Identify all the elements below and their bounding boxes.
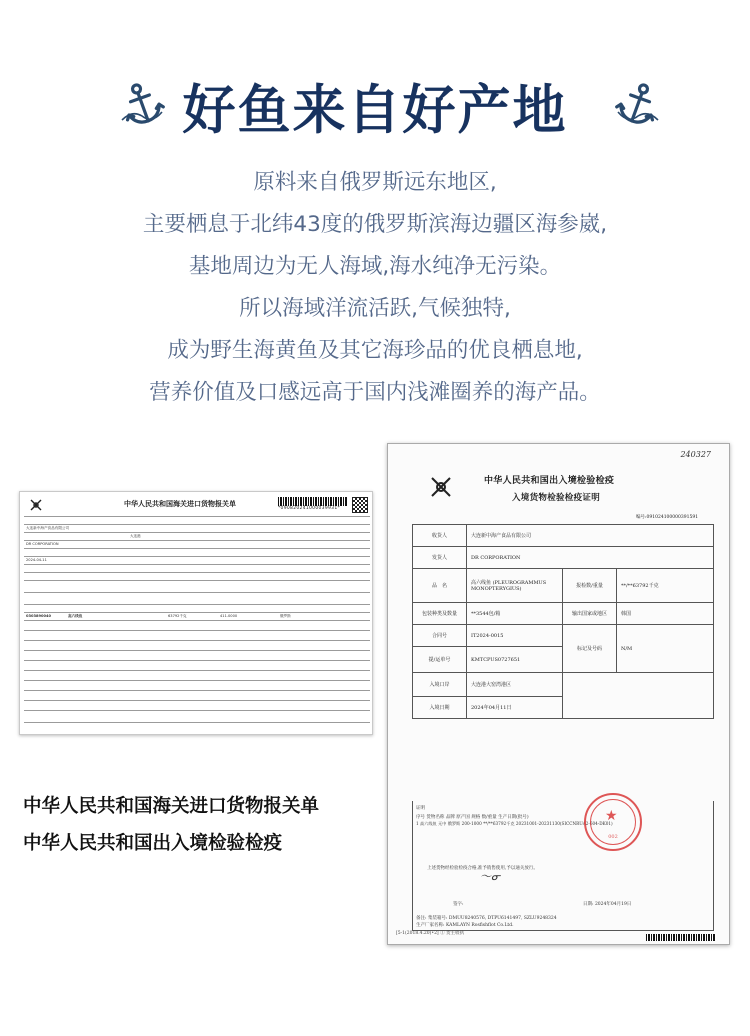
cert-label: 入境日期	[413, 697, 467, 719]
barcode	[646, 934, 716, 941]
cert-value: 高六线鱼 (PLEUROGRAMMUS MONOPTERYGIUS)	[467, 569, 563, 603]
star-icon: ★	[605, 808, 618, 824]
cert-value: **/**63792千克	[617, 569, 714, 603]
intro-line: 成为野生海黄鱼及其它海珍品的优良栖息地,	[167, 338, 583, 363]
certificate-title: 中华人民共和国出入境检验检疫	[484, 476, 615, 486]
proof-header: 序号 货物名称 品牌 原产国 规格 数/重量 生产日期(批号)	[416, 815, 529, 820]
sign-date: 日期: 2024年04月19日	[583, 902, 632, 907]
certificate-subtitle: 入境货物检验检疫证明	[512, 493, 601, 503]
cert-value: KMTCPUS0727651	[467, 647, 563, 673]
cert-label: 提/运单号	[413, 647, 467, 673]
certificate-number: 编号:091024100000391591	[636, 515, 699, 520]
proof-label: 证明	[416, 806, 425, 811]
cert-value: 大连新中海产食品有限公司	[467, 525, 714, 547]
page-title: 好鱼来自好产地	[182, 79, 568, 141]
barcode-number: *090820241000039931*	[278, 506, 341, 511]
proof-note: 上述货物经检验检疫合格,准予销售使用,予以通关放行。	[427, 866, 538, 871]
customs-emblem-icon	[28, 497, 44, 513]
anchor-icon	[614, 80, 662, 128]
official-seal	[584, 793, 642, 851]
signature: 〜ᓂ	[480, 870, 501, 883]
cert-label: 标记及号码	[563, 625, 617, 673]
intro-line: 基地周边为无人海域,海水纯净无污染。	[188, 254, 562, 279]
seal-number: 002	[608, 834, 618, 840]
proof-section	[412, 801, 714, 931]
remark: 备注: 集装箱号: DMUU8240576, DTPU6141497, SZLU9248324	[416, 916, 557, 921]
manufacturer: 生产厂家名称: KAMLAYN Rosfishflot Co.Ltd.	[416, 923, 514, 928]
cert-label: 入境口岸	[413, 673, 467, 697]
caption-quarantine: 中华人民共和国出入境检验检疫	[23, 833, 283, 854]
cert-label: 收货人	[413, 525, 467, 547]
customs-date: 2024-04-11	[26, 558, 47, 562]
certificate-footer: [5-1(2018.4.20)•2] ① 货主收执	[396, 931, 465, 936]
cert-value: **3544包/箱	[467, 603, 563, 625]
intro-line: 原料来自俄罗斯远东地区,	[253, 170, 497, 195]
cert-value: DR CORPORATION	[467, 547, 714, 569]
cert-label: 包装种类及数量	[413, 603, 467, 625]
title-row	[0, 62, 750, 142]
customs-port: 大连港	[130, 534, 141, 538]
customs-quantity: 63792千克	[168, 614, 187, 618]
certificate-table	[412, 524, 714, 719]
cert-label: 报检数/重量	[563, 569, 617, 603]
customs-declaration-image	[19, 491, 373, 735]
quarantine-certificate-image	[387, 443, 730, 945]
cert-label: 品 名	[413, 569, 467, 603]
intro-line: 所以海域洋流活跃,气候独特,	[239, 296, 511, 321]
intro-line: 营养价值及口感远高于国内浅滩圈养的海产品。	[149, 380, 601, 405]
cert-value: IT2024-0015	[467, 625, 563, 647]
intro-line: 主要栖息于北纬43度的俄罗斯滨海边疆区海参崴,	[142, 212, 608, 237]
cert-value: 韩国	[617, 603, 714, 625]
caption-customs: 中华人民共和国海关进口货物报关单	[23, 796, 320, 817]
cert-value: 大连港大窑湾港区	[467, 673, 563, 697]
cert-label: 发货人	[413, 547, 467, 569]
customs-doc-title: 中华人民共和国海关进口货物报关单	[124, 500, 236, 508]
cert-label: 合同号	[413, 625, 467, 647]
customs-product-code: 0303890040	[26, 614, 52, 618]
sign-label: 签字:	[453, 902, 464, 907]
customs-company: 大连新中海产食品有限公司	[26, 526, 70, 530]
cert-value: N/M	[617, 625, 714, 673]
ciq-emblem-icon	[428, 474, 454, 500]
barcode	[278, 497, 348, 506]
intro-text	[0, 162, 750, 414]
customs-product-name: 高六线鱼	[68, 614, 83, 618]
handwritten-number: 240327	[680, 450, 711, 459]
customs-corporation: DR CORPORATION	[26, 542, 59, 546]
customs-price: 411.0000	[220, 614, 238, 618]
qr-code	[352, 497, 368, 513]
cert-value: 2024年04月11日	[467, 697, 563, 719]
proof-item: 1 高六线鱼 无中 俄罗斯 200-1000 **/**63792千克 20231001-20231130(SICCNRUA2-604-DK01)	[416, 821, 613, 826]
cert-label: 输出国家或地区	[563, 603, 617, 625]
customs-origin: 俄罗斯	[280, 614, 291, 618]
